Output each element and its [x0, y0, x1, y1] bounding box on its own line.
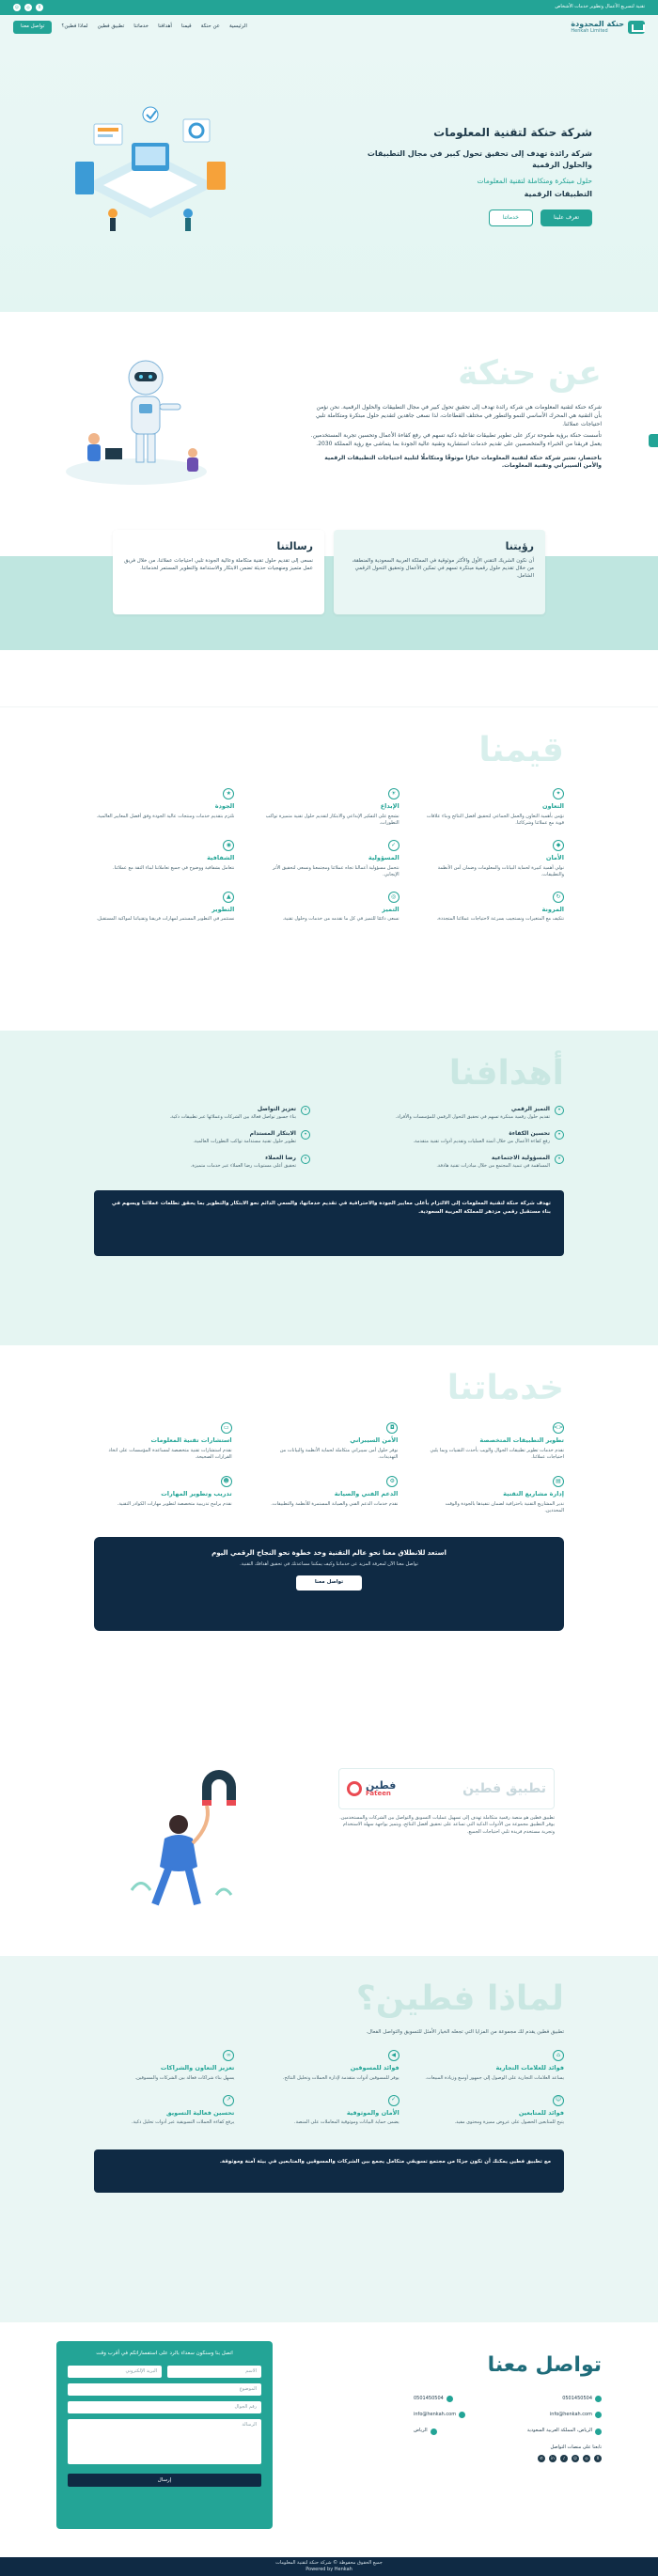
value-item: [258, 788, 399, 827]
service-item: [94, 1476, 232, 1514]
values-title: قيمنا: [478, 731, 564, 769]
cta-title: استعد للانطلاق معنا نحو عالم التقنية وخذ خطوة نحو النجاح الرقمي اليوم: [212, 1549, 446, 1558]
service-item: [260, 1476, 399, 1514]
lock-icon: ◘: [386, 1422, 398, 1434]
location-icon: [595, 2429, 602, 2435]
goals-title: أهدافنا: [448, 1054, 564, 1093]
why-statement-box: مع تطبيق فطين يمكنك أن تكون جزءًا من مجتمع تسويقي متكامل يجمع بين الشركات والمسوقين والمتابعين في بيئة آمنة وموثوقة.: [94, 2149, 564, 2193]
hero-note: حلول مبتكرة ومتكاملة لتقنية المعلومات: [477, 177, 592, 186]
link-icon: ∞: [223, 2050, 234, 2061]
contact-phone-2[interactable]: 0501450504: [414, 2395, 444, 2401]
contact-location: الرياض: [414, 2428, 428, 2434]
target-icon: •: [555, 1155, 564, 1164]
snapchat-icon[interactable]: ☺: [572, 2455, 578, 2460]
goal-item: [94, 1130, 310, 1145]
goals-grid: [94, 1106, 564, 1170]
value-title: الجودة: [214, 802, 235, 811]
why-item: [94, 2050, 234, 2082]
services-cta-box: [94, 1537, 564, 1631]
main-nav: [0, 15, 658, 39]
users-icon: ☻: [221, 1476, 232, 1487]
refresh-icon: ↻: [553, 892, 564, 903]
why-item-text: يضمن حماية البيانات وموثوقية المعاملات على المنصة.: [293, 2119, 400, 2126]
why-item-text: يوفر للمسوقين أدوات متقدمة لإدارة الحملات وتحليل النتائج.: [282, 2074, 400, 2081]
subject-field[interactable]: الموضوع: [68, 2383, 261, 2396]
check-icon: ✓: [388, 840, 400, 851]
robot-illustration: [56, 349, 216, 490]
why-item-title: فوائد للعلامات التجارية: [495, 2064, 564, 2072]
about-text: [310, 349, 602, 490]
lightbulb-icon: ☀: [388, 788, 400, 799]
chart-up-icon: ↗: [223, 2095, 234, 2106]
wrench-icon: ⚙: [386, 1476, 398, 1487]
value-title: التطوير: [212, 906, 235, 914]
fateen-illustration: [113, 1768, 244, 1918]
about-title: عن حنكة: [458, 354, 602, 393]
logo[interactable]: [571, 21, 645, 34]
nav-item-services[interactable]: خدماتنا: [133, 23, 149, 30]
phone-icon: [446, 2396, 453, 2402]
goal-item: [94, 1106, 310, 1121]
nav-item-about[interactable]: عن حنكة: [200, 23, 220, 30]
value-item: [258, 892, 399, 923]
target-icon: •: [555, 1106, 564, 1115]
megaphone-icon: ◀: [388, 2050, 400, 2061]
fateen-logo-arabic: فطين: [366, 1779, 397, 1792]
contact-address: الرياض، المملكة العربية السعودية: [526, 2428, 592, 2434]
service-title: استشارات تقنية المعلومات: [150, 1436, 232, 1445]
goal-title: التميز الرقمي: [510, 1106, 550, 1113]
contact-email-1[interactable]: info@henkah.com: [549, 2412, 592, 2418]
values-grid: [94, 788, 564, 923]
value-title: الإبداع: [380, 802, 400, 811]
service-title: إدارة مشاريع التقنية: [503, 1490, 564, 1498]
service-title: تدريب وتطوير المهارات: [161, 1490, 232, 1498]
x-icon[interactable]: X: [36, 4, 43, 11]
services-grid: [94, 1422, 564, 1514]
value-item: [94, 892, 234, 923]
target-icon: •: [301, 1130, 310, 1140]
shield-icon: ◆: [553, 840, 564, 851]
value-item: [94, 840, 234, 878]
nav-item-values[interactable]: قيمنا: [180, 23, 192, 30]
side-scroll-tab[interactable]: [649, 434, 658, 447]
hero-secondary-button[interactable]: خدماتنا: [489, 209, 533, 227]
message-field[interactable]: الرسالة: [68, 2419, 261, 2464]
whatsapp-icon[interactable]: ✆: [538, 2455, 545, 2462]
goal-text: بناء جسور تواصل فعالة بين الشركات وعملائها عبر تطبيقات ذكية.: [169, 1113, 296, 1120]
value-item: [424, 840, 564, 878]
service-item: [260, 1422, 399, 1461]
contact-info: [414, 2341, 602, 2557]
instagram-icon[interactable]: ◎: [24, 4, 32, 11]
phone-field[interactable]: رقم الجوال: [68, 2401, 261, 2413]
value-text: نولي أهمية كبيرة لحماية البيانات والمعلومات وضمان أمن الأنظمة والتطبيقات.: [437, 864, 564, 877]
about-paragraph-1: شركة حنكة لتقنية المعلومات هي شركة رائدة تهدف إلى تحقيق تحول كبير في مجال التطبيقات والحلول الرقمية. نحن نؤمن بأن التقنية هي المحرك الأساسي للنمو والتطور في مختلف القطاعات، لذا نسعى جاهدين لتقديم حلول مبتكرة ومتكاملة تلبي احتياجات عملائنا.: [315, 404, 602, 427]
hero-illustration: [56, 96, 244, 256]
why-item: [94, 2095, 234, 2127]
why-item-title: تعزيز التعاون والشراكات: [160, 2064, 235, 2072]
top-bar: [0, 0, 658, 15]
chart-icon: ▲: [223, 892, 234, 903]
goal-title: تحسين الكفاءة: [509, 1130, 550, 1138]
target-icon: •: [301, 1106, 310, 1115]
contact-section: [0, 2322, 658, 2557]
value-title: التميز: [382, 906, 400, 914]
vision-title: رؤيتنا: [505, 540, 534, 552]
contact-email-2[interactable]: info@henkah.com: [414, 2412, 457, 2418]
service-text: نقدم خدمات تطوير تطبيقات الجوال والويب بأحدث التقنيات وبما يلبي احتياجات عملائنا.: [430, 1447, 564, 1460]
name-field[interactable]: الاسم: [167, 2366, 261, 2378]
snapchat-icon[interactable]: ☺: [14, 5, 20, 10]
nav-item-home[interactable]: الرئيسية: [228, 23, 247, 30]
goal-text: تقديم حلول رقمية مبتكرة تسهم في تحقيق التحول الرقمي للمؤسسات والأفراد.: [395, 1113, 550, 1120]
fateen-ring-icon: [347, 1781, 362, 1796]
hero-title: شركة حنكة لتقنية المعلومات: [433, 125, 592, 139]
value-text: نلتزم بتقديم خدمات ومنتجات عالية الجودة وفق أفضل المعايير العالمية.: [96, 813, 235, 819]
target-icon: •: [555, 1130, 564, 1140]
why-item-text: يسهل بناء شراكات فعالة بين الشركات والمسوقين.: [134, 2074, 235, 2081]
contact-title: تواصل معنا: [487, 2353, 602, 2377]
mission-title: رسالتنا: [276, 540, 313, 552]
folder-icon: ▤: [553, 1476, 564, 1487]
goal-text: المساهمة في تنمية المجتمع من خلال مبادرات تقنية هادفة.: [436, 1162, 550, 1169]
footer: [0, 2557, 658, 2576]
send-button[interactable]: إرسال: [68, 2474, 261, 2487]
mail-icon: [595, 2412, 602, 2418]
value-item: [94, 788, 234, 827]
monitor-icon: ▭: [221, 1422, 232, 1434]
footer-copyright: جميع الحقوق محفوظة © شركة حنكة لتقنية المعلومات: [275, 2560, 383, 2566]
x-icon[interactable]: X: [594, 2455, 602, 2462]
mission-text: نسعى إلى تقديم حلول تقنية متكاملة وعالية الجودة تلبي احتياجات عملائنا، من خلال فريق عمل متميز ومنهجيات حديثة تضمن الابتكار والاستدامة والتطوير المستمر لخدماتنا.: [124, 557, 313, 571]
cta-text: تواصل معنا الآن لمعرفة المزيد عن خدماتنا وكيف يمكننا مساعدتك في تحقيق أهدافك التقنية.: [240, 1561, 418, 1568]
logo-arabic: حنكة المحدودة: [571, 19, 624, 28]
why-item-title: فوائد للمتابعين: [518, 2108, 564, 2117]
code-icon: <>: [553, 1422, 564, 1434]
eye-icon: ◉: [223, 840, 234, 851]
nav-contact-button[interactable]: تواصل معنا: [13, 21, 52, 34]
nav-item-fateen[interactable]: تطبيق فطين: [97, 23, 125, 30]
vision-card: [334, 530, 545, 614]
nav-item-why[interactable]: لماذا فطين؟: [61, 23, 88, 30]
service-text: نقدم استشارات تقنية متخصصة لمساعدة المؤسسات على اتخاذ القرارات الصحيحة.: [108, 1447, 232, 1460]
star-icon: ★: [223, 788, 234, 799]
service-item: [94, 1422, 232, 1461]
fateen-text: [338, 1768, 555, 1956]
service-item: [426, 1476, 564, 1514]
logo-english: Henkah Limited: [571, 27, 608, 34]
target-icon: ◎: [388, 892, 400, 903]
goal-text: رفع كفاءة الأعمال من خلال أتمتة العمليات وتقديم أدوات تقنية متقدمة.: [413, 1138, 550, 1144]
handshake-icon: ✦: [553, 788, 564, 799]
fateen-description: تطبيق فطين هو منصة رقمية متكاملة تهدف إلى تسهيل عمليات التسويق والتواصل بين الشركات والمستخدمين. يوفر التطبيق مجموعة من الأدوات الذكية التي تساعد على تحقيق أفضل النتائج، ويتميز بواجهة سهلة الاستخدام وتجربة مستخدم فريدة تلبي احتياجات الجميع.: [339, 1815, 555, 1835]
form-heading: اتصل بنا وسنكون سعداء بالرد على استفساراتكم في أقرب وقت: [96, 2351, 233, 2356]
contact-form: [56, 2341, 273, 2529]
service-title: الأمن السيبراني: [350, 1436, 399, 1445]
service-text: نقدم برامج تدريبية متخصصة لتطوير مهارات الكوادر التقنية.: [117, 1500, 232, 1507]
footer-powered[interactable]: Powered by Henkah: [306, 2567, 352, 2572]
goal-text: تطوير حلول تقنية مستدامة تواكب التطورات العالمية.: [193, 1138, 296, 1144]
value-text: نتحمل مسؤولية أعمالنا تجاه عملائنا ومجتمعنا ونسعى لتحقيق الأثر الإيجابي.: [273, 864, 400, 877]
goal-title: الابتكار المستدام: [249, 1130, 296, 1138]
isometric-tech-illustration: [56, 96, 244, 256]
map-pin-icon: [431, 2429, 437, 2435]
value-title: التعاون: [541, 802, 564, 811]
phone-icon: [595, 2396, 602, 2402]
why-item-text: يرفع كفاءة الحملات التسويقية عبر أدوات تحليل ذكية.: [131, 2119, 235, 2126]
value-text: نشجع على التفكير الإبداعي والابتكار لتقديم حلول تقنية متميزة تواكب التطورات.: [265, 813, 400, 826]
goal-item: [348, 1106, 564, 1121]
fateen-header: [338, 1768, 555, 1809]
fateen-logo-english: Fateen: [366, 1790, 391, 1797]
vision-text: أن نكون الشريك التقني الأول والأكثر موثوقية في المملكة العربية السعودية والمنطقة، من خلال تقديم حلول رقمية مبتكرة تسهم في تمكين الأعمال وتحقيق التحول الرقمي الشامل.: [352, 557, 534, 579]
robot-icon: [56, 349, 216, 490]
about-paragraph-3: باختصار، تعتبر شركة حنكة لتقنية المعلومات خيارًا موثوقًا ومتكاملًا لتلبية احتياجات التطبيقات الرقمية والأمن السيبراني وتقنية المعلومات.: [324, 454, 602, 470]
tiktok-icon[interactable]: ♪: [560, 2455, 568, 2462]
why-title: لماذا فطين؟: [355, 1979, 564, 2018]
goal-title: المسؤولية الاجتماعية: [491, 1155, 550, 1162]
hero-text: [357, 125, 592, 227]
value-text: نستثمر في التطوير المستمر لمهارات فريقنا وتقنياتنا لمواكبة المستقبل.: [96, 916, 235, 923]
nav-item-goals[interactable]: أهدافنا: [158, 23, 172, 30]
value-title: المرونة: [541, 906, 564, 914]
hero-note-secondary: التطبيقات الرقمية: [524, 189, 592, 198]
why-item-title: فوائد للمسوقين: [350, 2064, 400, 2072]
why-item-title: تحسين فعالية التسويق: [165, 2108, 235, 2117]
about-section: [0, 312, 658, 706]
goal-title: تعزيز التواصل: [257, 1106, 296, 1113]
why-item-text: يساعد العلامات التجارية على الوصول إلى جمهور أوسع وزيادة المبيعات.: [425, 2074, 564, 2081]
values-section: [0, 706, 658, 1031]
hero-section: [0, 39, 658, 312]
store-icon: ⌂: [553, 2050, 564, 2061]
instagram-icon[interactable]: ◎: [583, 2455, 590, 2462]
goal-item: [348, 1130, 564, 1145]
fateen-section: [0, 1749, 658, 1956]
why-item: [258, 2050, 399, 2082]
hero-primary-button[interactable]: تعرف علينا: [540, 209, 592, 227]
person-icon: ☺: [553, 2095, 564, 2106]
fateen-logo: [347, 1780, 396, 1797]
logo-mark-icon: [628, 21, 645, 34]
goals-section: [0, 1031, 658, 1345]
services-section: [0, 1345, 658, 1749]
why-fateen-section: [0, 1956, 658, 2322]
goals-statement-box: تهدف شركة حنكة لتقنية المعلومات إلى الالتزام بأعلى معايير الجودة والاحترافية في تقديم خدماتها، والسعي الدائم نحو الابتكار والتطوير بما يحقق تطلعات عملائنا ويسهم في بناء مستقبل رقمي مزدهر للمملكة العربية السعودية.: [94, 1190, 564, 1256]
value-item: [424, 892, 564, 923]
fateen-title: تطبيق فطين: [462, 1780, 546, 1796]
why-item: [258, 2095, 399, 2127]
magnet-person-icon: [113, 1768, 244, 1918]
target-icon: •: [301, 1155, 310, 1164]
top-socials: [13, 4, 43, 11]
service-text: ندير المشاريع التقنية باحترافية لضمان تنفيذها بالجودة والوقت المحددين.: [445, 1500, 564, 1513]
email-field[interactable]: البريد الإلكتروني: [68, 2366, 162, 2378]
linkedin-icon[interactable]: in: [549, 2455, 556, 2462]
why-subtitle: تطبيق فطين يقدم لك مجموعة من المزايا التي تجعله الخيار الأمثل للتسويق والتواصل الفعال.: [366, 2029, 564, 2036]
about-paragraph-2: تأسست حنكة برؤية طموحة تركز على تطوير تطبيقات تفاعلية ذكية تسهم في رفع كفاءة الأعمال وتحسين تجربة المستخدمين. يعمل فريقنا من الخبراء والمتخصصين على تقديم خدمات استشارية وتقنية عالية الجودة بما يتماشى مع رؤية المملكة 2030.: [310, 432, 602, 447]
why-item-text: يتيح للمتابعين الحصول على عروض مميزة ومحتوى مفيد.: [454, 2119, 564, 2126]
why-item: [424, 2095, 564, 2127]
service-title: الدعم الفني والصيانة: [334, 1490, 399, 1498]
hero-subtitle: شركة رائدة تهدف إلى تحقيق تحول كبير في مجال التطبيقات والحلول الرقمية: [367, 149, 592, 170]
goal-item: [348, 1155, 564, 1170]
value-title: المسؤولية: [368, 854, 400, 862]
follow-label: تابعنا على منصات التواصل: [550, 2444, 602, 2450]
value-text: نؤمن بأهمية التعاون والعمل الجماعي لتحقيق أفضل النتائج وبناء علاقات قوية مع عملائنا وشركائنا.: [426, 813, 564, 826]
goal-text: تحقيق أعلى مستويات رضا العملاء عبر خدمات متميزة.: [190, 1162, 296, 1169]
service-item: [426, 1422, 564, 1461]
value-title: الأمان: [545, 854, 564, 862]
why-item-title: الأمان والموثوقية: [346, 2108, 400, 2117]
mail-icon: [459, 2412, 465, 2418]
why-item: [424, 2050, 564, 2082]
contact-socials: [414, 2455, 602, 2462]
value-item: [424, 788, 564, 827]
why-grid: [94, 2050, 564, 2126]
goal-item: [94, 1155, 310, 1170]
services-title: خدماتنا: [446, 1369, 564, 1407]
top-welcome: تقنية لتسريع الأعمال وتطوير خدمات الأشخاص: [555, 4, 645, 10]
value-text: نسعى دائمًا للتميز في كل ما نقدمه من خدمات وحلول تقنية.: [282, 916, 400, 923]
value-item: [258, 840, 399, 878]
nav-menu: [13, 21, 247, 34]
mission-card: [113, 530, 324, 614]
value-text: نتكيف مع المتغيرات ونستجيب بسرعة لاحتياجات عملائنا المتجددة.: [436, 916, 564, 923]
service-text: نقدم خدمات الدعم الفني والصيانة المستمرة للأنظمة والتطبيقات.: [271, 1500, 399, 1507]
shield-check-icon: ✓: [388, 2095, 400, 2106]
goal-title: رضا العملاء: [265, 1155, 296, 1162]
value-text: نتعامل بشفافية ووضوح في جميع تعاملاتنا لبناء الثقة مع عملائنا.: [112, 864, 235, 871]
service-title: تطوير التطبيقات المتخصصة: [479, 1436, 564, 1445]
cta-contact-button[interactable]: تواصل معنا: [296, 1575, 362, 1591]
service-text: نوفر حلول أمن سيبراني متكاملة لحماية الأنظمة والبيانات من التهديدات.: [279, 1447, 399, 1460]
value-title: الشفافية: [207, 854, 235, 862]
contact-phone-1[interactable]: 0501450504: [562, 2395, 592, 2401]
